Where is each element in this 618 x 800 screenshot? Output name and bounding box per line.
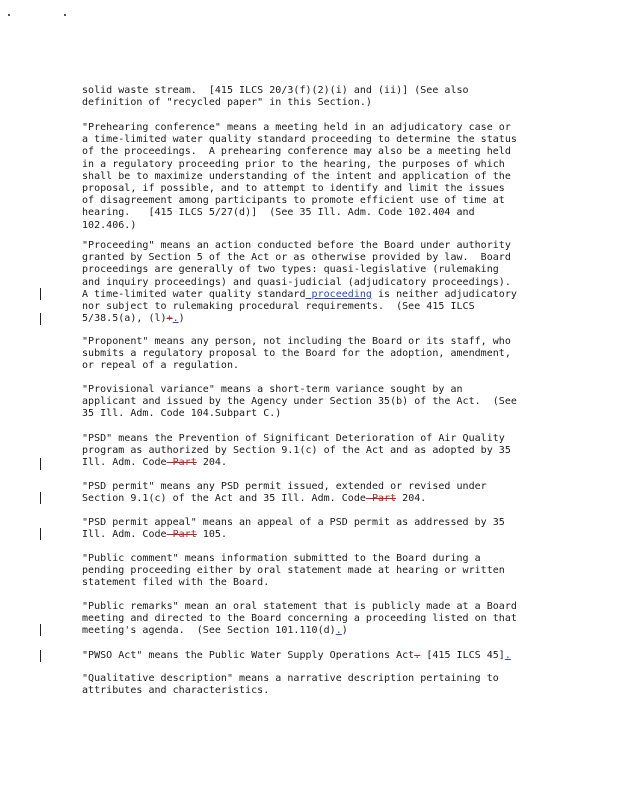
- definition-psd-permit-appeal: [82, 517, 552, 541]
- text-line: meeting and directed to the Board concerning a proceeding listed on that: [82, 613, 517, 625]
- text-line: 102.406.): [82, 219, 137, 231]
- text-run: meeting's agenda. (See Section 101.110(d): [82, 625, 336, 637]
- text-run: 204.: [396, 493, 427, 505]
- definition-psd-permit: [82, 481, 552, 505]
- change-bar: [40, 313, 41, 325]
- definition-public-comment: [82, 553, 552, 590]
- text-line: "PSD permit appeal" means an appeal of a PSD permit as addressed by 35: [82, 517, 505, 528]
- inserted-text: .: [172, 313, 179, 325]
- change-bar: [40, 458, 41, 470]
- text-line: "Prehearing conference" means a meeting held in an adjudicatory case or: [82, 122, 511, 133]
- deleted-text: .: [414, 650, 421, 661]
- text-run: A time-limited water quality standard: [82, 288, 306, 300]
- definition-provisional-variance: [82, 384, 552, 421]
- text-line: "Proponent" means any person, not including the Board or its staff, who: [82, 336, 511, 347]
- text-line: and inquiry proceedings) and quasi-judicial (adjudicatory proceedings).: [82, 276, 511, 288]
- text-line: hearing. [415 ILCS 5/27(d)] (See 35 Ill. Adm. Code 102.404 and: [82, 207, 475, 219]
- definition-prehearing-conference: [82, 122, 552, 232]
- change-bar: [40, 288, 41, 300]
- text-run: 105.: [196, 529, 227, 541]
- text-line: solid waste stream. [415 ILCS 20/3(f)(2)(i) and (ii)] (See also: [82, 85, 469, 96]
- text-run: Ill. Adm. Code: [82, 529, 167, 541]
- text-line: [82, 457, 552, 469]
- scan-mark: [8, 14, 10, 16]
- text-line: [82, 625, 552, 637]
- text-line: [82, 650, 552, 662]
- text-line: "Provisional variance" means a short-term variance sought by an: [82, 384, 463, 395]
- definition-proceeding: [82, 240, 552, 325]
- text-run: 5/38.5(a), (l): [82, 313, 167, 325]
- text-line: [82, 493, 552, 505]
- text-run: ): [178, 313, 185, 325]
- text-line: statement filed with the Board.: [82, 577, 270, 589]
- inserted-text: .: [335, 625, 342, 637]
- text-line: "PSD permit" means any PSD permit issued, extended or revised under: [82, 481, 487, 492]
- definition-psd: [82, 433, 552, 470]
- change-bar: [40, 624, 41, 636]
- paragraph-solid-waste: [82, 85, 552, 109]
- text-line: "Public remarks" mean an oral statement that is publicly made at a Board: [82, 601, 517, 612]
- definition-qualitative-description: [82, 673, 552, 697]
- scan-mark: [64, 14, 66, 16]
- text-line: or repeal of a regulation.: [82, 360, 240, 372]
- deleted-text: +: [166, 313, 173, 325]
- text-line: pending proceeding either by oral statement made at hearing or written: [82, 565, 505, 577]
- text-line: a time-limited water quality standard proceeding to determine the status: [82, 134, 517, 146]
- deleted-text: Part: [365, 493, 397, 505]
- text-line: "Public comment" means information submitted to the Board during a: [82, 553, 481, 564]
- text-run: [415 ILCS 45]: [420, 650, 505, 661]
- text-run: 204.: [196, 457, 227, 469]
- text-line: of the proceedings. A prehearing conference may also be a meeting held: [82, 146, 511, 158]
- text-run: is neither adjudicatory: [371, 288, 517, 300]
- deleted-text: Part: [166, 529, 197, 541]
- text-run: Ill. Adm. Code: [82, 457, 167, 469]
- change-bar: [40, 650, 41, 662]
- text-line: program as authorized by Section 9.1(c) of the Act and as adopted by 35: [82, 445, 511, 457]
- text-line: applicant and issued by the Agency under Section 35(b) of the Act. (See: [82, 396, 517, 408]
- text-line: submits a regulatory proposal to the Board for the adoption, amendment,: [82, 348, 511, 360]
- definition-public-remarks: [82, 601, 552, 638]
- text-run: Section 9.1(c) of the Act and 35 Ill. Adm. Code: [82, 493, 366, 505]
- definition-proponent: [82, 336, 552, 373]
- text-line: in a regulatory proceeding prior to the hearing, the purposes of which: [82, 158, 505, 170]
- text-line: of disagreement among participants to promote efficient use of time at: [82, 195, 505, 207]
- inserted-text: proceeding: [305, 288, 372, 300]
- change-bar: [40, 528, 41, 540]
- text-line: proposal, if possible, and to attempt to identify and limit the issues: [82, 183, 505, 195]
- text-line: nor subject to rulemaking procedural requirements. (See 415 ILCS: [82, 301, 475, 313]
- text-run: ): [341, 625, 348, 637]
- text-line: [82, 529, 552, 541]
- inserted-text: .: [504, 650, 511, 661]
- text-line: "PSD" means the Prevention of Significant Deterioration of Air Quality: [82, 433, 505, 444]
- change-bar: [40, 492, 41, 504]
- text-line: 35 Ill. Adm. Code 104.Subpart C.): [82, 408, 282, 420]
- text-line: [82, 313, 552, 325]
- text-line: granted by Section 5 of the Act or as otherwise provided by law. Board: [82, 252, 511, 264]
- definition-pwso-act: [82, 650, 552, 662]
- text-line: "Qualitative description" means a narrative description pertaining to: [82, 673, 499, 684]
- text-line: attributes and characteristics.: [82, 685, 270, 697]
- text-line: [82, 289, 552, 301]
- text-line: shall be to maximize understanding of the intent and application of the: [82, 170, 511, 182]
- text-line: proceedings are generally of two types: quasi-legislative (rulemaking: [82, 264, 499, 276]
- text-line: "Proceeding" means an action conducted before the Board under authority: [82, 240, 511, 251]
- text-line: definition of "recycled paper" in this Section.): [82, 97, 372, 109]
- text-run: "PWSO Act" means the Public Water Supply Operations Act: [82, 650, 415, 661]
- deleted-text: Part: [166, 457, 197, 469]
